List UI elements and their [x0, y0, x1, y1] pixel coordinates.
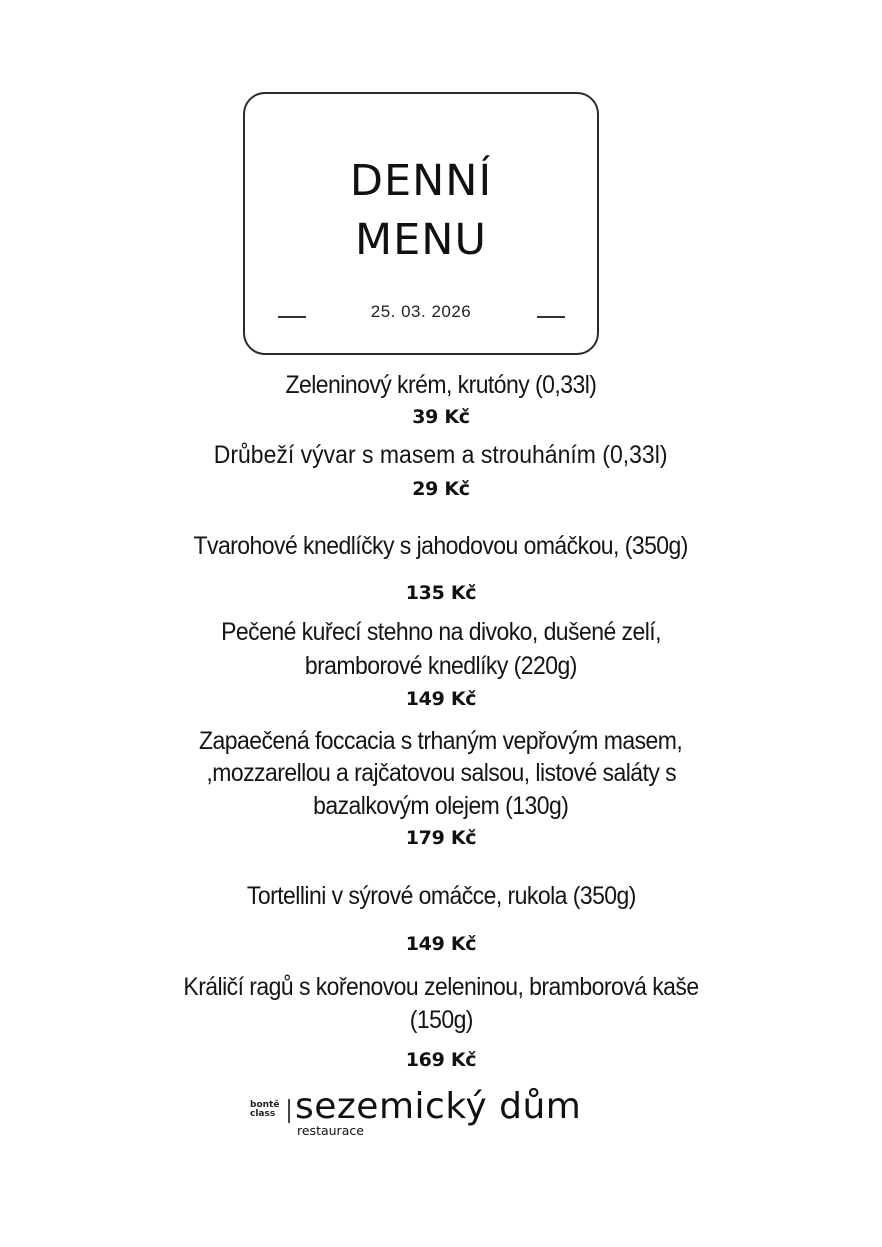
dish-name-line: Zeleninový krém, krutóny (0,33l) [285, 371, 597, 399]
dish-name-line: Drůbeží vývar s masem a strouháním (0,33l) [214, 441, 668, 469]
dish-name-line: Tortellini v sýrové omáčce, rukola (350g) [246, 882, 636, 910]
dish-price: 29 Kč [412, 478, 470, 500]
dish-name [0, 1004, 882, 1037]
logo-small-line-2: class [250, 1109, 276, 1119]
logo-divider [288, 1099, 290, 1123]
dish-name-line: bramborové knedlíky (220g) [304, 652, 578, 680]
dish-name-line: bazalkovým olejem (130g) [313, 792, 569, 820]
dish-name [0, 971, 882, 1004]
logo-name: sezemický dům [295, 1086, 582, 1127]
logo-subtitle: restaurace [297, 1123, 364, 1138]
decorative-dash-right [537, 316, 565, 318]
dish-name [0, 439, 882, 472]
dish-name [0, 725, 882, 758]
logo-brand-small [250, 1101, 279, 1119]
dish-name-line: Zapaečená foccacia s trhaným vepřovým masem, [199, 727, 683, 755]
dish-name-line: ,mozzarellou a rajčatovou salsou, listové saláty s [206, 759, 676, 787]
dish-name [0, 530, 882, 563]
dish-name [0, 369, 882, 402]
dish-name-line: Pečené kuřecí stehno na divoko, dušené zelí, [221, 618, 661, 646]
header-frame [243, 92, 599, 355]
menu-date: 25. 03. 2026 [370, 302, 472, 321]
title-line-2: MENU [355, 215, 487, 265]
dish-name [0, 616, 882, 649]
dish-name [0, 757, 882, 790]
dish-name-line: (150g) [409, 1006, 473, 1034]
title-line-1: DENNÍ [349, 156, 493, 206]
dish-name [0, 880, 882, 913]
logo-small-line-1: bontě [250, 1100, 280, 1110]
dish-name-line: Králičí ragů s kořenovou zeleninou, bramborová kaše [183, 973, 699, 1001]
dish-price: 149 Kč [405, 933, 477, 955]
dish-name [0, 650, 882, 683]
dish-price: 179 Kč [405, 827, 477, 849]
dish-name-line: Tvarohové knedlíčky s jahodovou omáčkou, (350g) [193, 532, 689, 560]
dish-price: 39 Kč [412, 406, 470, 428]
dish-price: 135 Kč [405, 582, 477, 604]
restaurant-logo [248, 1086, 618, 1143]
dish-price: 149 Kč [405, 688, 477, 710]
dish-name [0, 790, 882, 823]
dish-price: 169 Kč [405, 1049, 477, 1071]
